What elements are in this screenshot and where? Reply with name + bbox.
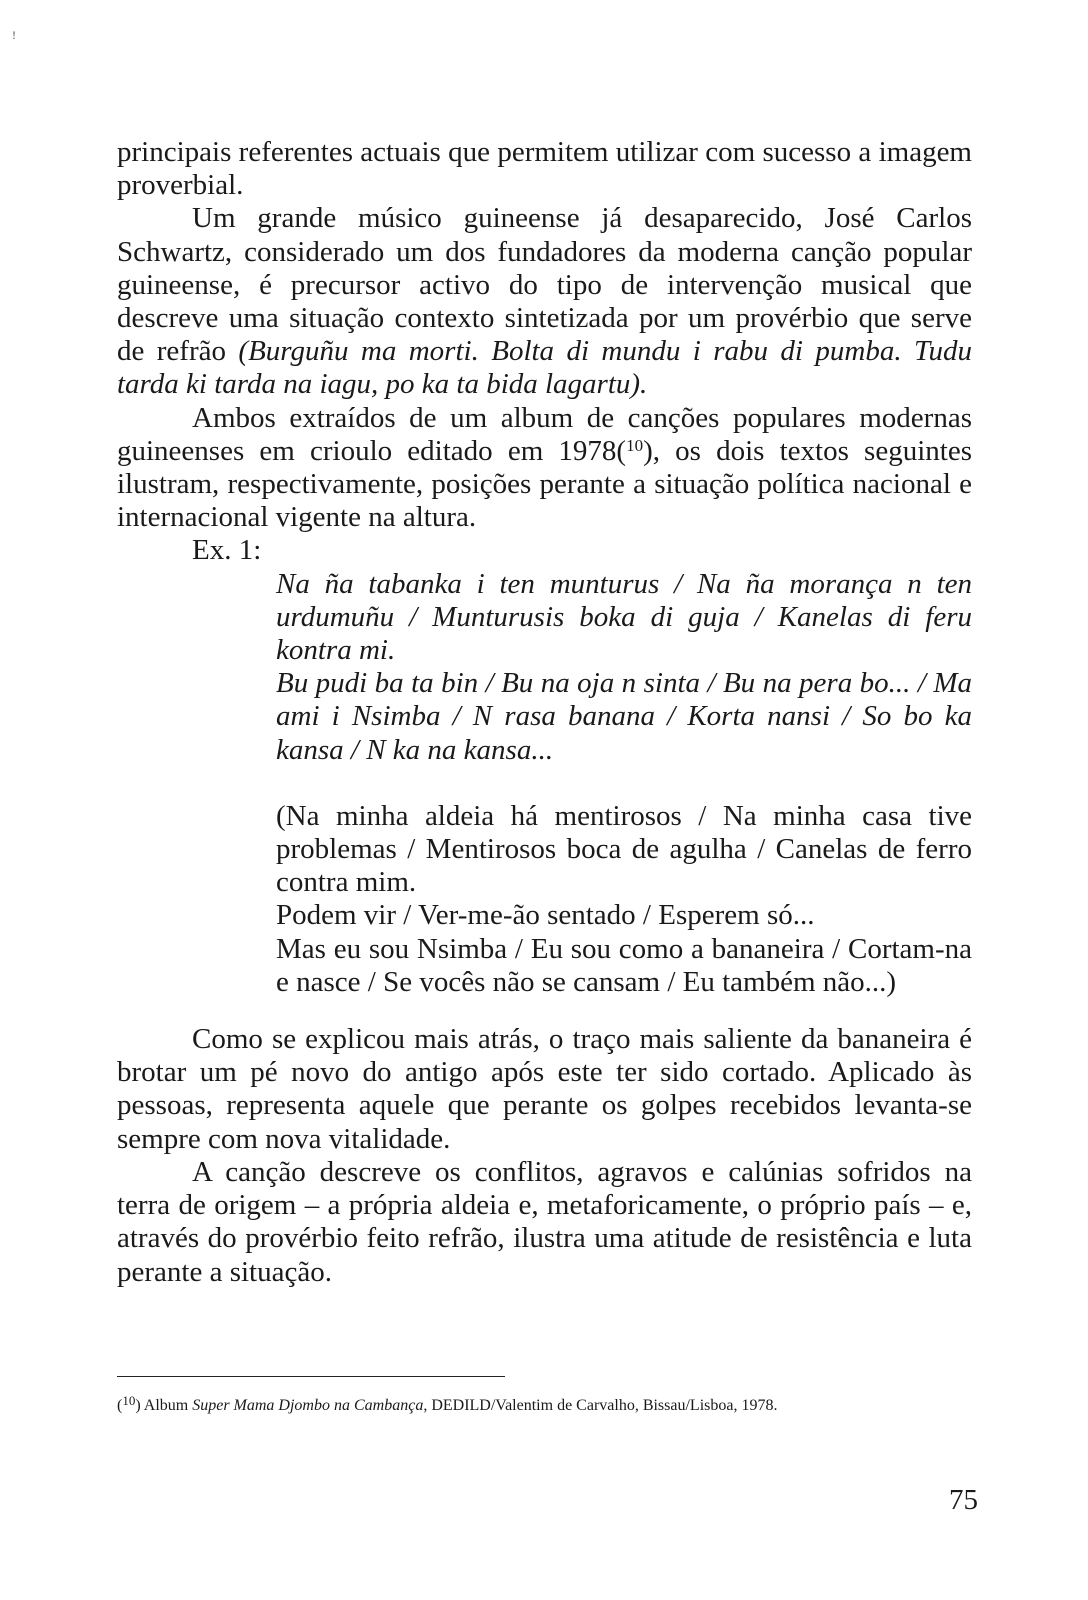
footnote-text-a: Album — [140, 1397, 193, 1414]
creole-verse-2: Bu pudi ba ta bin / Bu na oja n sinta / Bu na pera bo... / Ma ami i Nsimba / N rasa banana / Korta nansi / So bo ka kansa / N ka na kansa... — [276, 667, 972, 766]
footnote-10 — [117, 1395, 972, 1416]
footnote-number: 10 — [122, 1393, 136, 1408]
creole-verse-1: Na ña tabanka i ten munturus / Na ña morança n ten urdumuñu / Munturusis boka di guja / Kanelas di feru kontra mi. — [276, 567, 972, 667]
album-title: Super Mama Djombo na Cambança — [192, 1397, 424, 1414]
footnote-close: ) — [135, 1397, 141, 1414]
footnote-open: ( — [117, 1397, 123, 1414]
song-lyrics — [276, 568, 972, 999]
footnote-text-b: , DEDILD/Valentim de Carvalho, Bissau/Lisboa, 1978. — [423, 1397, 778, 1414]
paragraph-3-text-a: Ambos extraídos de um album de canções populares modernas guineenses em crioulo editado em 1978( — [117, 401, 972, 467]
footnote-divider — [117, 1376, 505, 1377]
margin-mark: ! — [12, 28, 16, 42]
page-body — [117, 136, 972, 1289]
page-number: 75 — [949, 1484, 978, 1516]
example-label: Ex. 1: — [192, 534, 262, 567]
paragraph-3 — [117, 402, 972, 535]
footnote-ref[interactable]: 10 — [626, 435, 644, 455]
proverb-refrain: (Burguñu ma morti. Bolta di mundu i rabu di pumba. Tudu tarda ki tarda na iagu, po ka ta bida lagartu). — [117, 335, 972, 401]
translation-verse-2: Podem vir / Ver-me-ão sentado / Esperem só... — [276, 899, 815, 932]
translation-verse-3: Mas eu sou Nsimba / Eu sou como a bananeira / Cortam-na e nasce / Se vocês não se cansam / Eu também não...) — [276, 932, 972, 998]
paragraph-2 — [117, 202, 972, 401]
paragraph-3-text-b: ), os dois textos seguintes ilustram, respectivamente, posições perante a situação política nacional e internacional vigente na altura. — [117, 434, 972, 534]
paragraph-5: A canção descreve os conflitos, agravos e calúnias sofridos na terra de origem – a própria aldeia e, metaforicamente, o próprio país – e, através do provérbio feito refrão, ilustra uma atitude de resistência e luta perante a situação. — [117, 1155, 972, 1288]
paragraph-4: Como se explicou mais atrás, o traço mais saliente da bananeira é brotar um pé novo do antigo após este ter sido cortado. Aplicado às pessoas, representa aquele que perante os golpes recebidos levanta-se sempre com nova vitalidade. — [117, 1023, 972, 1155]
translation-verse-1: (Na minha aldeia há mentirosos / Na minha casa tive problemas / Mentirosos boca de agulha / Canelas de ferro contra mim. — [276, 799, 972, 899]
paragraph-1: principais referentes actuais que permitem utilizar com sucesso a imagem proverbial. — [117, 136, 972, 202]
paragraph-2-text: Um grande músico guineense já desaparecido, José Carlos Schwartz, considerado um dos fundadores da moderna canção popular guineense, é precursor activo do tipo de intervenção musical que descreve uma situação contexto sintetizada por um provérbio que serve de refrão — [117, 202, 972, 368]
